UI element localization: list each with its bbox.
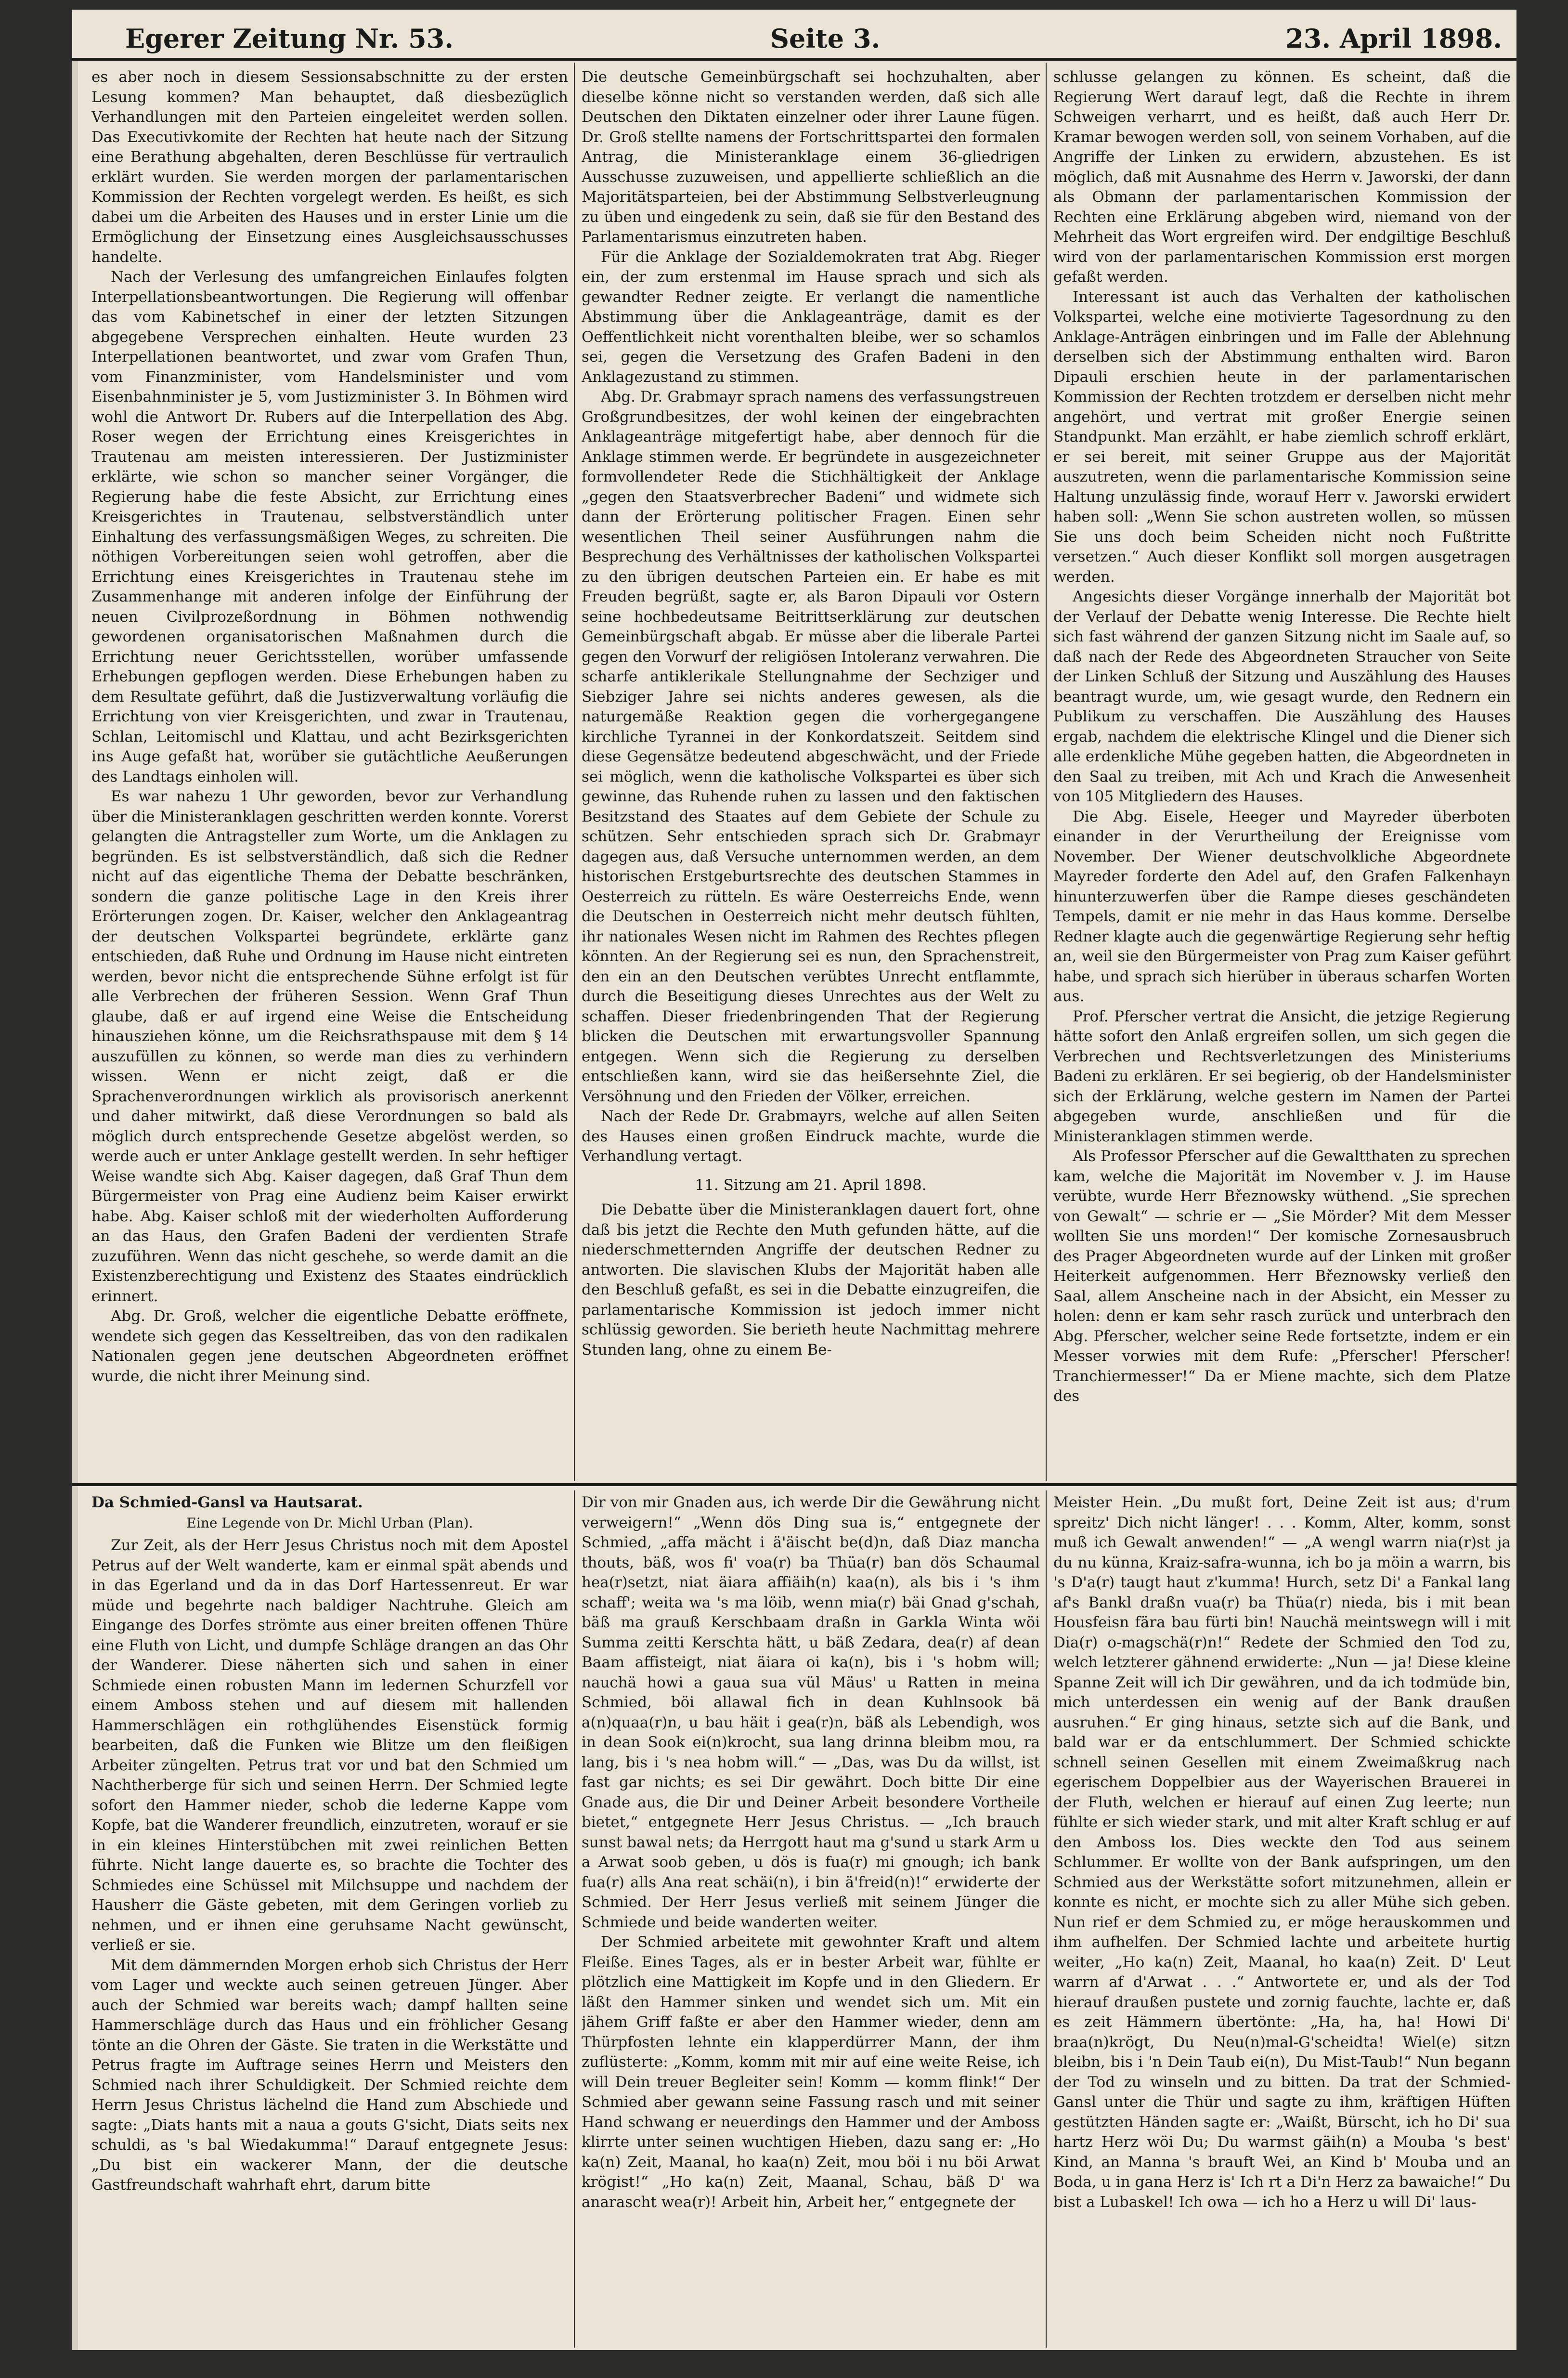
paragraph: Es war nahezu 1 Uhr geworden, bevor zur Verhandlung über die Ministeranklagen geschritten werden konnte. Vorerst gelangten die Antragsteller zum Worte, um die Anklagen zu begründen. Es ist selbstverständlich, daß sich die Redner nicht auf das eigentliche Thema der Debatte beschränken, sondern die ganze politische Lage in den Kreis ihrer Erörterungen zogen. Dr. Kaiser, welcher den Anklageantrag der deutschen Volkspartei begründete, erklärte ganz entschieden, daß Ruhe und Ordnung im Hause nicht eintreten werden, bevor nicht die entsprechende Sühne erfolgt ist für alle Verbrechen der früheren Session. Wenn Graf Thun glaube, daß er auf irgend eine Weise die Entscheidung hinausziehen könne, um die Reichsrathspause mit dem § 14 auszufüllen zu können, so werde man dies zu verhindern wissen. Wenn er nicht zeigt, daß er die Sprachenverordnungen wirklich als provisorisch anerkennt und daher mitwirkt, daß diese Verordnungen so bald als möglich durch entsprechende Gesetze abgelöst werden, so werde auch er unter Anklage gestellt werden. In sehr heftiger Weise wandte sich Abg. Kaiser dagegen, daß Graf Thun dem Bürgermeister von Prag eine Audienz beim Kaiser erwirkt habe. Abg. Kaiser schloß mit der wiederholten Aufforderung an das Haus, den Grafen Badeni der verdienten Strafe zuzuführen. Wenn das nicht geschehe, so werde damit an die Existenzberechtigung und Existenz des Staates eindrücklich erinnert. <box>91 788 568 1305</box>
paragraph: Interessant ist auch das Verhalten der katholischen Volkspartei, welche eine motivierte Tagesordnung zu den Anklage-Anträgen einbringen und im Falle der Ablehnung derselben sich der Abstimmung enthalten wird. Baron Dipauli erschien heute in der parlamentarischen Kommission der Rechten trotzdem er derselben nicht mehr angehört, und vertrat mit großer Energie seinen Standpunkt. Man erzählt, er habe ziemlich schroff erklärt, er sei bereit, mit seiner Gruppe aus der Majorität auszutreten, wenn die parlamentarische Kommission seine Haltung unzulässig finde, worauf Herr v. Jaworski erwidert haben soll: „Wenn Sie schon austreten wollen, so müssen Sie uns doch beim Scheiden nicht noch Fußtritte versetzen.“ Auch dieser Konflikt soll morgen ausgetragen werden. <box>1053 288 1511 586</box>
paragraph: Zur Zeit, als der Herr Jesus Christus noch mit dem Apostel Petrus auf der Welt wanderte, kam er einmal spät abends und in das Egerland und da in das Dorf Hartessenreut. Er war müde und begehrte nach baldiger Nachtruhe. Gleich am Eingange des Dorfes strömte aus einer breiten offenen Thüre eine Fluth von Licht, und dumpfe Schläge drangen an das Ohr der Wanderer. Diese näherten sich und sahen in einer Schmiede einen robusten Mann im ledernen Schurzfell vor einem Amboss stehen und auf diesem mit hallenden Hammerschlägen ein rothglühendes Eisenstück formig bearbeiten, daß die Funken wie Blitze um den fleißigen Arbeiter züngelten. Petrus trat vor und bat den Schmied um Nachtherberge für sich und seinen Herrn. Der Schmied legte sofort den Hammer nieder, schob die lederne Kappe vom Kopfe, bat die Wanderer freundlich, einzutreten, worauf er sie in ein kleines Hinterstübchen mit zwei reinlichen Betten führte. Nicht lange dauerte es, so brachte die Tochter des Schmiedes eine Schüssel mit Milchsuppe und nachdem der Hausherr die Gäste gebeten, mit dem Geringen vorlieb zu nehmen, und er ihnen eine geruhsame Nacht gewünscht, verließ er sie. <box>91 1537 568 1954</box>
report-column-2 <box>582 67 1040 1481</box>
paragraph: Prof. Pferscher vertrat die Ansicht, die jetzige Regierung hätte sofort den Anlaß ergreifen sollen, um sich gegen die Verbrechen und Rechtsverletzungen des Ministeriums Badeni zu erklären. Er sei begierig, ob der Handelsminister sich der Erklärung, welche gestern im Namen der Partei abgegeben wurde, anschließen und für die Ministeranklagen stimmen werde. <box>1053 1007 1511 1145</box>
paragraph: Der Schmied arbeitete mit gewohnter Kraft und altem Fleiße. Eines Tages, als er in bester Arbeit war, fühlte er plötzlich eine Mattigkeit im Kopfe und in den Gliedern. Er läßt den Hammer sinken und wendet sich um. Mit ein jähem Griff faßte er aber den Hammer wieder, denn am Thürpfosten lehnte ein klapperdürrer Mann, der ihm zuflüsterte: „Komm, komm mit mir auf eine weite Reise, ich will Dein treuer Begleiter sein! Komm — komm flink!“ Der Schmied aber gewann seine Fassung rasch und mit seiner Hand schwang er neuerdings den Hammer und der Amboss klirrte unter seinen wuchtigen Hieben, dazu sang er: „Ho ka(n) Zeit, Maanal, ho kaa(n) Zeit, mou böi i nu böi Arwat krögist!“ „Ho ka(n) Zeit, Maanal, Schau, bäß D' wa anarascht wea(r)! Arbeit hin, Arbeit her,“ entgegnete der <box>582 1934 1040 2211</box>
report-column-1 <box>91 67 568 1481</box>
paragraph: Abg. Dr. Grabmayr sprach namens des verfassungstreuen Großgrundbesitzes, der wohl keinen der eingebrachten Anklageanträge mitgefertigt habe, aber dennoch für die Anklage stimmen werde. Er begründete in ausgezeichneter formvollendeter Rede die Stichhältigkeit der Anklage „gegen den Staatsverbrecher Badeni“ und widmete sich dann der Erörterung politischer Fragen. Einen sehr wesentlichen Theil seiner Ausführungen nahm die Besprechung des Verhältnisses der katholischen Volkspartei zu den übrigen deutschen Parteien ein. Er habe es mit Freuden begrüßt, sagte er, als Baron Dipauli vor Ostern seine hochbedeutsame Beitrittserklärung zur deutschen Gemeinbürgschaft abgab. Er müsse aber die liberale Partei gegen den Vorwurf der religiösen Intoleranz verwahren. Die scharfe antiklerikale Stellungnahme der Sechziger und Siebziger Jahre sei nichts anderes gewesen, als die naturgemäße Reaktion gegen die vorhergegangene kirchliche Tyrannei in der Konkordatszeit. Seitdem sind diese Gegensätze bedeutend abgeschwächt, und der Friede sei möglich, wenn die katholische Volkspartei es über sich gewinne, das Ruhende ruhen zu lassen und den faktischen Besitzstand des Staates auf dem Gebiete der Schule zu schützen. Sehr entschieden sprach sich Dr. Grabmayr dagegen aus, daß Versuche unternommen werden, an dem historischen Erstgeburtsrechte des deutschen Stammes in Oesterreich zu rütteln. Es wäre Oesterreichs Ende, wenn die Deutschen in Oesterreich nicht mehr deutsch fühlten, ihr nationales Wesen nicht im Rahmen des Rechtes pflegen könnten. An der Regierung sei es nun, den Sprachenstreit, den ein an den Deutschen verübtes Unrecht entflammte, durch die Beseitigung dieses Unrechtes aus der Welt zu schaffen. Dieser friedenbringenden That der Regierung blicken die Deutschen mit erwartungsvoller Spannung entgegen. Wenn sich die Regierung zu derselben entschließen kann, wird sie das heißersehnte Ziel, die Versöhnung und den Frieden der Völker, erreichen. <box>582 388 1040 1105</box>
column-divider <box>1046 1490 1047 2348</box>
header-page-number: Seite 3. <box>770 23 881 54</box>
feuilleton-column-3 <box>1053 1493 1511 2348</box>
newspaper-page <box>72 10 1516 2350</box>
paragraph: Meister Hein. „Du mußt fort, Deine Zeit ist aus; d'rum spreitz' Dich nicht länger! . . . Komm, Alter, komm, sonst muß ich Gewalt anwenden!“ — „A wengl warrn nia(r)st ja du nu künna, Kraiz-safra-wunna, ich bo ja möin a warrn, bis 's D'a(r) taugt haut z'kumma! Hurch, setz Di' a Fankal lang af's Bankl draßn vua(r) ba Thüa(r) nieda, bis i mit bean Housfeisn fära bau fürti bin! Nauchä meintswegn will i mit Dia(r) o-magschä(r)n!“ Redete der Schmied den Tod zu, welch letzterer gähnend erwiderte: „Nun — ja! Diese kleine Spanne Zeit will ich Dir gewähren, und da ich todmüde bin, mich unterdessen ein wenig auf der Bank draußen ausruhen.“ Er ging hinaus, setzte sich auf die Bank, und bald war er da entschlummert. Der Schmied schickte schnell seinen Gesellen mit einem Zweimaßkrug nach egerischem Doppelbier aus der Wayerischen Brauerei in der Fluth, welchen er hierauf auf einen Zug leerte; nun fühlte er sich wieder stark, und mit alter Kraft schlug er auf den Amboss los. Dies weckte den Tod aus seinem Schlummer. Er wollte von der Bank aufspringen, um den Schmied aus der Werkstätte sofort mitzunehmen, allein er konnte es nicht, er mochte sich zu aller Mühe sich geben. Nun rief er dem Schmied zu, er möge herauskommen und ihm aufhelfen. Der Schmied lachte und arbeitete hurtig weiter, „Ho ka(n) Zeit, Maanal, ho kaa(n) Zeit. D' Leut warrn af d'Arwat . . .“ Antwortete er, und als der Tod hierauf draußen pustete und zornig fauchte, lachte er, daß es zeit Hämmern übertönte: „Ha, ha, ha! Howi Di' braa(n)krögt, Du Neu(n)mal-G'scheidta! Wiel(e) sitzn bleibn, bis i 'n Dein Taub ei(n), Du Mist-Taub!“ Nun begann der Tod zu winseln und zu bitten. Da trat der Schmied-Gansl unter die Thür und sagte zu ihm, kräftigen Hüften gestützten Händen sagte er: „Waißt, Bürscht, ich ho Di' sua hartz Herz wöi Du; Du warmst gäih(n) a Mouba 's best' Kind, an Manna 's brauft Wei, an Kind b' Mouba und an Boda, u in gana Herz is' Ich rt a Di'n Herz za bawaiche!“ Du bist a Lubaskel! Ich owa — ich ho a Herz u will Di' laus- <box>1053 1494 1511 2211</box>
paragraph: schlusse gelangen zu können. Es scheint, daß die Regierung Wert darauf legt, daß die Rechte in ihrem Schweigen verharrt, und es heißt, daß auch Herr Dr. Kramar bewogen werden soll, von seinem Vorhaben, auf die Angriffe der Linken zu erwidern, abzustehen. Es ist möglich, daß mit Ausnahme des Herrn v. Jaworski, der dann als Obmann der parlamentarischen Kommission der Rechten eine Erklärung abgeben wird, niemand von der Mehrheit das Wort ergreifen wird. Der endgiltige Beschluß wird von der parlamentarischen Kommission erst morgen gefaßt werden. <box>1053 68 1511 286</box>
feuilleton-rule <box>72 1483 1516 1486</box>
paragraph: Die deutsche Gemeinbürgschaft sei hochzuhalten, aber dieselbe könne nicht so verstanden werden, daß sich alle Deutschen den Diktaten einzelner oder ihrer Laune fügen. Dr. Groß stellte namens der Fortschrittspartei den formalen Antrag, die Ministeranklage einem 36-gliedrigen Ausschusse zuzuweisen, und appellierte schließlich an die Majoritätsparteien, bei der Abstimmung Selbstverleugnung zu üben und eingedenk zu sein, daß sie für den Bestand des Parlamentarismus einzutreten haben. <box>582 68 1040 246</box>
page-edge-shadow <box>72 58 78 2350</box>
report-column-3 <box>1053 67 1511 1481</box>
column-divider <box>574 63 575 1481</box>
paragraph: Angesichts dieser Vorgänge innerhalb der Majorität bot der Verlauf der Debatte wenig Interesse. Die Rechte hielt sich fast während der ganzen Sitzung nicht im Saale auf, so daß nach der Rede des Abgeordneten Straucher von Seite der Linken Schluß der Sitzung und Auszählung des Hauses beantragt wurde, um, wie gesagt wurde, den Rednern ein Publikum zu verschaffen. Die Auszählung des Hauses ergab, nachdem die elektrische Klingel und die Diener sich alle erdenkliche Mühe gegeben hatten, die Abgeordneten in den Saal zu treiben, mit Ach und Krach die Anwesenheit von 105 Mitgliedern des Hauses. <box>1053 588 1511 805</box>
paragraph: Die Abg. Eisele, Heeger und Mayreder überboten einander in der Verurtheilung der Ereignisse vom November. Der Wiener deutschvolkliche Abgeordnete Mayreder forderte den Adel auf, den Grafen Falkenhayn hinunterzuwerfen über die Rampe dieses geschändeten Tempels, damit er nie mehr in das Haus komme. Derselbe Redner klagte auch die gegenwärtige Regierung sehr heftig an, weil sie den Bürgermeister von Prag zum Kaiser geführt habe, und sprach sich hierüber in überaus scharfen Worten aus. <box>1053 808 1511 1005</box>
paragraph: Nach der Rede Dr. Grabmayrs, welche auf allen Seiten des Hauses einen großen Eindruck machte, wurde die Verhandlung vertagt. <box>582 1108 1040 1165</box>
paragraph: Dir von mir Gnaden aus, ich werde Dir die Gewährung nicht verweigern!“ „Wenn dös Ding sua is,“ entgegnete der Schmied, „affa mächt i ä'äischt be(d)n, daß Diaz mancha thouts, bäß, wos fi' voa(r) ba Thüa(r) ban dös Schaumal hea(r)setzt, niat äiara affiäih(n) kaa(n), als bis i 's ihm schaff'; weita wa 's ma löib, wenn mia(r) bäi Gnad g'schah, bäß ma grauß Kerschbaam draßn in Garkla Winta wöi Summa zeitti Kerschta hätt, u bäß Zedara, dea(r) af dean Baam affisteigt, niat äiara oi ka(n), bis i 's hobm will; nauchä howi a gaua sua vül Mäus' u Ratten in meina Schmied, böi allawal fich in dean Kuhlnsook bä a(n)quaa(r)n, u bau häit i gea(r)n, bäß als Lebendigh, wos in dean Sook ei(n)krocht, sua lang drinna bleibm mou, ra lang, bis i 's nea hobm will.“ — „Das, was Du da willst, ist fast gar nichts; es sei Dir gewährt. Doch bitte Dir eine Gnade aus, die Dir und Deiner Arbeit besondere Vortheile bietet,“ entgegnete Herr Jesus Christus. — „Ich brauch sunst bawal nets; da Herrgott haut ma g'sund u stark Arm u a Arwat soob geben, u dös is fua(r) mi gnough; ich bank fua(r) alls Ana reat schäi(n), i bin ä'freid(n)!“ erwiderte der Schmied. Der Herr Jesus verließ mit seinem Jünger die Schmiede und beide wanderten weiter. <box>582 1494 1040 1931</box>
paragraph: es aber noch in diesem Sessionsabschnitte zu der ersten Lesung kommen? Man behauptet, daß diesbezüglich Verhandlungen mit den Parteien eingeleitet werden sollen. Das Executivkomite der Rechten hat heute nach der Sitzung eine Berathung abgehalten, deren Beschlüsse für vertraulich erklärt wurden. Sie werden morgen der parlamentarischen Kommission der Rechten vorgelegt werden. Es heißt, es sich dabei um die Arbeiten des Hauses und in erster Linie um die Ermöglichung der Einsetzung eines Ausgleichsausschusses handelte. <box>91 68 568 266</box>
paragraph: Abg. Dr. Groß, welcher die eigentliche Debatte eröffnete, wendete sich gegen das Kesseltreiben, das von den radikalen Nationalen gegen jene deutschen Abgeordneten eröffnet wurde, die nicht ihrer Meinung sind. <box>91 1307 568 1385</box>
paragraph: Mit dem dämmernden Morgen erhob sich Christus der Herr vom Lager und weckte auch seinen getreuen Jünger. Aber auch der Schmied war bereits wach; dampf hallten seine Hammerschläge durch das Haus und ein fröhlicher Gesang tönte an die Ohren der Gäste. Sie traten in die Werkstätte und Petrus fragte im Auftrage seines Herrn und Meisters den Schmied nach ihrer Schuldigkeit. Der Schmied reichte dem Herrn Jesus Christus lächelnd die Hand zum Abschiede und sagte: „Diats hants mit a naua a gouts G'sicht, Diats seits nex schuldi, as 's bal Wiedakumma!“ Darauf entgegnete Jesus: „Du bist ein wackerer Mann, der die deutsche Gastfreundschaft wahrhaft ehrt, darum bitte <box>91 1956 568 2194</box>
feuilleton-column-1 <box>91 1493 568 2348</box>
feuilleton-title: Da Schmied-Gansl va Hautsarat. <box>91 1494 363 1511</box>
paragraph: Als Professor Pferscher auf die Gewaltthaten zu sprechen kam, welche die Majorität im November v. J. im Hause verübte, wurde Herr Březnowsky wüthend. „Sie sprechen von Gewalt“ — schrie er — „Sie Mörder? Mit dem Messer wollten Sie uns morden!“ Der komische Zornesausbruch des Prager Abgeordneten wurde auf der Linken mit großer Heiterkeit aufgenommen. Herr Březnowsky verließ den Saal, allem Anscheine nach in der Absicht, ein Messer zu holen: denn er kam sehr rasch zurück und unterbrach den Abg. Pferscher, welcher seine Rede fortsetzte, indem er ein Messer vorwies mit dem Rufe: „Pferscher! Pferscher! Tranchiermesser!“ Da er Miene machte, sich dem Platze des <box>1053 1148 1511 1405</box>
page-header <box>72 10 1516 58</box>
feuilleton-column-2 <box>582 1493 1040 2348</box>
header-rule <box>72 58 1516 61</box>
header-publication: Egerer Zeitung Nr. 53. <box>125 23 454 54</box>
paragraph: Für die Anklage der Sozialdemokraten trat Abg. Rieger ein, der zum erstenmal im Hause sprach und sich als gewandter Redner zeigte. Er verlangt die namentliche Abstimmung über die Anklageanträge, damit es der Oeffentlichkeit nicht vorenthalten bleibe, wer so schamlos sei, gegen die Versetzung des Grafen Badeni in den Anklagezustand zu stimmen. <box>582 248 1040 386</box>
session-heading: 11. Sitzung am 21. April 1898. <box>695 1176 927 1194</box>
column-divider <box>1046 63 1047 1481</box>
column-divider <box>574 1490 575 2348</box>
paragraph: Die Debatte über die Ministeranklagen dauert fort, ohne daß bis jetzt die Rechte den Muth gefunden hätte, auf die niederschmetternden Angriffe der deutschen Redner zu antworten. Die slavischen Klubs der Majorität haben alle den Beschluß gefaßt, es sei in die Debatte einzugreifen, die parlamentarische Kommission ist jedoch immer nicht schlüssig geworden. Sie berieth heute Nachmittag mehrere Stunden lang, ohne zu einem Be- <box>582 1201 1040 1359</box>
header-date: 23. April 1898. <box>1285 23 1502 54</box>
feuilleton-subtitle: Eine Legende von Dr. Michl Urban (Plan). <box>186 1515 473 1531</box>
paragraph: Nach der Verlesung des umfangreichen Einlaufes folgten Interpellationsbeantwortungen. Die Regierung will offenbar das vom Kabinetschef in einer der letzten Sitzungen abgegebene Versprechen einhalten. Heute wurden 23 Interpellationen beantwortet, und zwar vom Grafen Thun, vom Finanzminister, vom Handelsminister und vom Eisenbahnminister je 5, vom Justizminister 3. In Böhmen wird wohl die Antwort Dr. Rubers auf die Interpellation des Abg. Roser wegen der Errichtung eines Kreisgerichtes in Trautenau am meisten interessieren. Der Justizminister erklärte, wie schon so mancher seiner Vorgänger, die Regierung habe die feste Absicht, zur Errichtung eines Kreisgerichtes in Trautenau, selbstverständlich unter Einhaltung des verfassungsmäßigen Weges, zu schreiten. Die nöthigen Vorbereitungen seien wohl getroffen, aber die Errichtung eines Kreisgerichtes in Trautenau stehe im Zusammenhange mit anderen infolge der Einführung der neuen Civilprozeßordnung in Böhmen nothwendig gewordenen organisatorischen Maßnahmen durch die Errichtung neuer Gerichtsstellen, worüber umfassende Erhebungen gepflogen werden. Diese Erhebungen haben zu dem Resultate geführt, daß die Justizverwaltung vorläufig die Errichtung von vier Kreisgerichten, und zwar in Trautenau, Schlan, Leitomischl und Klattau, und acht Bezirksgerichten ins Auge gefaßt hat, worüber sie gutächtliche Aeußerungen des Landtags einholen will. <box>91 268 568 785</box>
